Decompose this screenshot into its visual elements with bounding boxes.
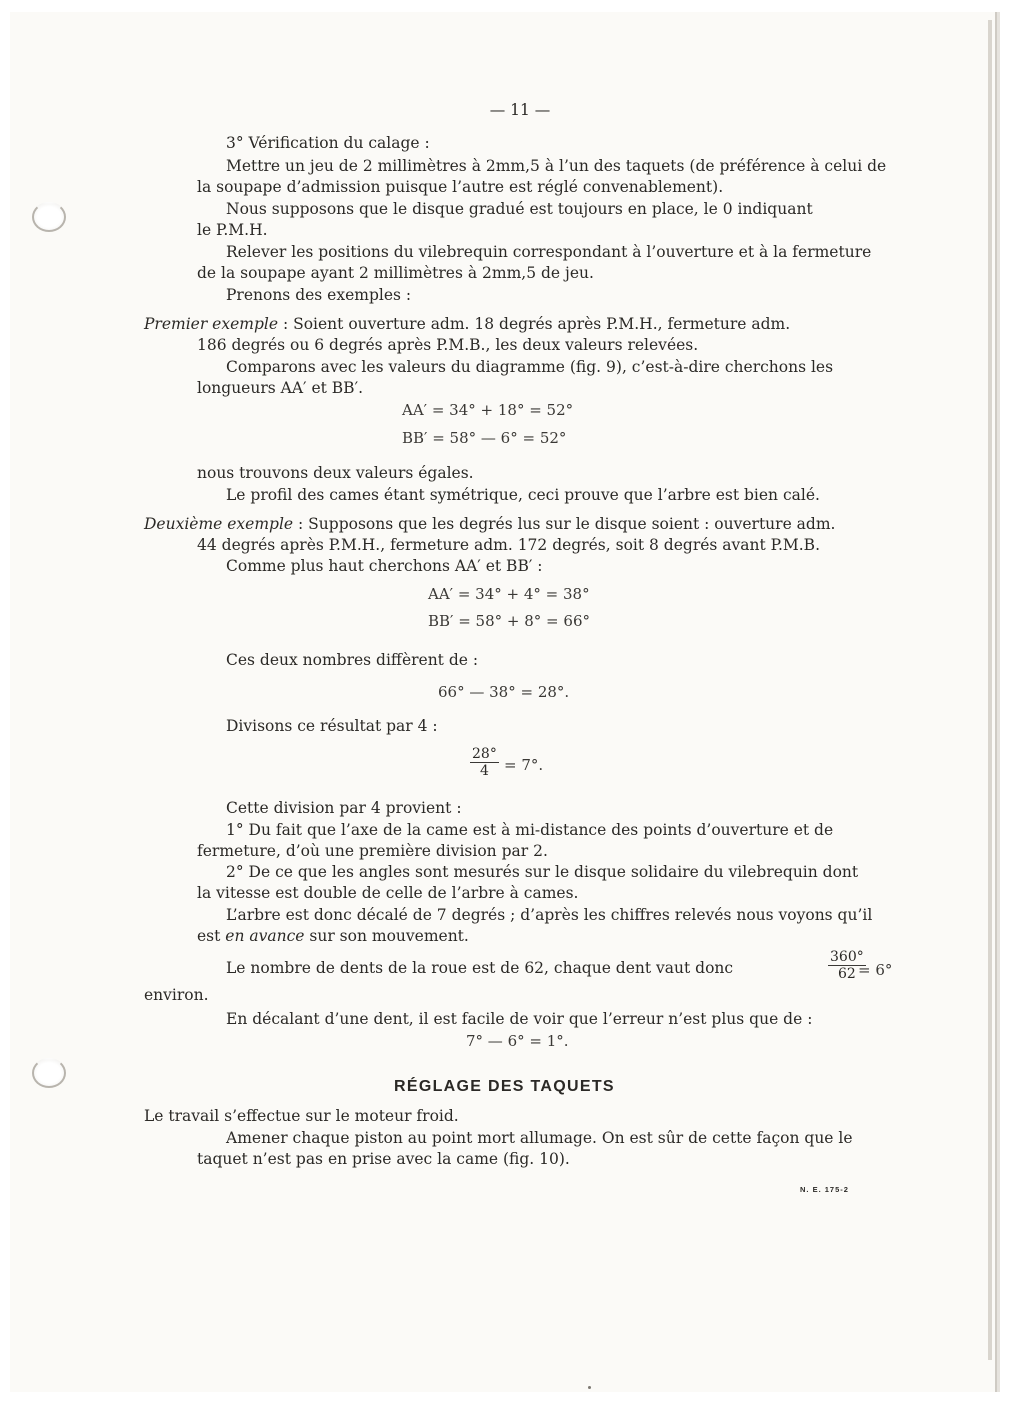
paragraph-line: En décalant d’une dent, il est facile de voir que l’erreur n’est plus que de :	[226, 1010, 813, 1028]
emphasis-text: en avance	[225, 927, 305, 945]
paper-sheet	[10, 12, 997, 1392]
speck	[588, 1386, 591, 1389]
paragraph-line: Divisons ce résultat par 4 :	[226, 717, 438, 735]
section-heading: RÉGLAGE DES TAQUETS	[394, 1078, 615, 1095]
example-line	[144, 314, 790, 334]
paragraph-line: Relever les positions du vilebrequin correspondant à l’ouverture et à la fermeture	[226, 243, 872, 261]
paragraph-line: fermeture, d’où une première division par 2.	[197, 842, 548, 860]
binder-hole-top	[32, 202, 66, 232]
paragraph-line: Ces deux nombres diffèrent de :	[226, 651, 479, 669]
example-label: Deuxième exemple	[144, 515, 294, 533]
paragraph-line: Le nombre de dents de la roue est de 62, chaque dent vaut donc	[226, 959, 734, 977]
fraction-result: = 6°	[858, 961, 893, 979]
section-title: 3° Vérification du calage :	[226, 134, 430, 152]
text-segment: sur son mouvement.	[309, 927, 469, 945]
equation: AA′ = 34° + 18° = 52°	[402, 401, 574, 419]
equation: 66° — 38° = 28°.	[438, 683, 570, 701]
example-line	[144, 514, 835, 534]
paragraph-line: la soupape d’admission puisque l’autre est réglé convenablement).	[197, 178, 724, 196]
paragraph-line: Nous supposons que le disque gradué est toujours en place, le 0 indiquant	[226, 200, 813, 218]
binder-hole-bottom	[32, 1058, 66, 1088]
paragraph-line: nous trouvons deux valeurs égales.	[197, 464, 474, 482]
equation: AA′ = 34° + 4° = 38°	[428, 585, 590, 603]
paragraph-line: 1° Du fait que l’axe de la came est à mi-distance des points d’ouverture et de	[226, 821, 834, 839]
paragraph-line: 2° De ce que les angles sont mesurés sur le disque solidaire du vilebrequin dont	[226, 863, 859, 881]
paragraph-line: 44 degrés après P.M.H., fermeture adm. 172 degrés, soit 8 degrés avant P.M.B.	[197, 536, 820, 554]
paragraph-line: Le travail s’effectue sur le moteur froid.	[144, 1107, 459, 1125]
paragraph-line: taquet n’est pas en prise avec la came (fig. 10).	[197, 1150, 570, 1168]
paragraph-line	[226, 156, 894, 176]
paragraph-line	[197, 926, 469, 946]
fraction-numerator: 28°	[472, 746, 497, 762]
paragraph-line: 186 degrés ou 6 degrés après P.M.B., les deux valeurs relevées.	[197, 336, 699, 354]
text-line: Mettre un jeu de 2 millimètres à 2mm,5 à l’un des taquets (de préférence à celui de	[226, 157, 887, 175]
page-edge	[988, 20, 992, 1360]
example-text: : Supposons que les degrés lus sur le disque soient : ouverture adm.	[298, 515, 836, 533]
paragraph-line: Amener chaque piston au point mort allumage. On est sûr de cette façon que le	[226, 1129, 853, 1147]
fraction-denominator: 4	[479, 763, 489, 779]
fraction-result: = 7°.	[504, 756, 544, 774]
equation: 7° — 6° = 1°.	[466, 1032, 569, 1050]
paragraph-line: L’arbre est donc décalé de 7 degrés ; d’après les chiffres relevés nous voyons qu’il	[226, 906, 873, 924]
example-label: Premier exemple	[144, 315, 279, 333]
fraction-numerator: 360°	[830, 949, 864, 965]
paragraph-line: Cette division par 4 provient :	[226, 799, 462, 817]
paragraph-line: Le profil des cames étant symétrique, ceci prouve que l’arbre est bien calé.	[226, 486, 820, 504]
paragraph-line: Prenons des exemples :	[226, 286, 412, 304]
paragraph-line: Comparons avec les valeurs du diagramme (fig. 9), c’est-à-dire cherchons les	[226, 358, 834, 376]
paragraph-line: Comme plus haut cherchons AA′ et BB′ :	[226, 557, 543, 575]
equation: BB′ = 58° — 6° = 52°	[402, 429, 567, 447]
paragraph-line: le P.M.H.	[197, 221, 268, 239]
paragraph-line: de la soupape ayant 2 millimètres à 2mm,5 de jeu.	[197, 264, 594, 282]
text-segment: est	[197, 927, 221, 945]
paragraph-line: la vitesse est double de celle de l’arbre à cames.	[197, 884, 579, 902]
page-number: — 11 —	[489, 101, 551, 119]
paragraph-line: environ.	[144, 986, 209, 1004]
document-code: N. E. 175-2	[800, 1185, 849, 1194]
fraction	[470, 746, 499, 779]
example-text: : Soient ouverture adm. 18 degrés après P.M.H., fermeture adm.	[282, 315, 791, 333]
paragraph-line: longueurs AA′ et BB′.	[197, 379, 364, 397]
equation: BB′ = 58° + 8° = 66°	[428, 612, 590, 630]
fraction-denominator: 62	[837, 966, 856, 982]
